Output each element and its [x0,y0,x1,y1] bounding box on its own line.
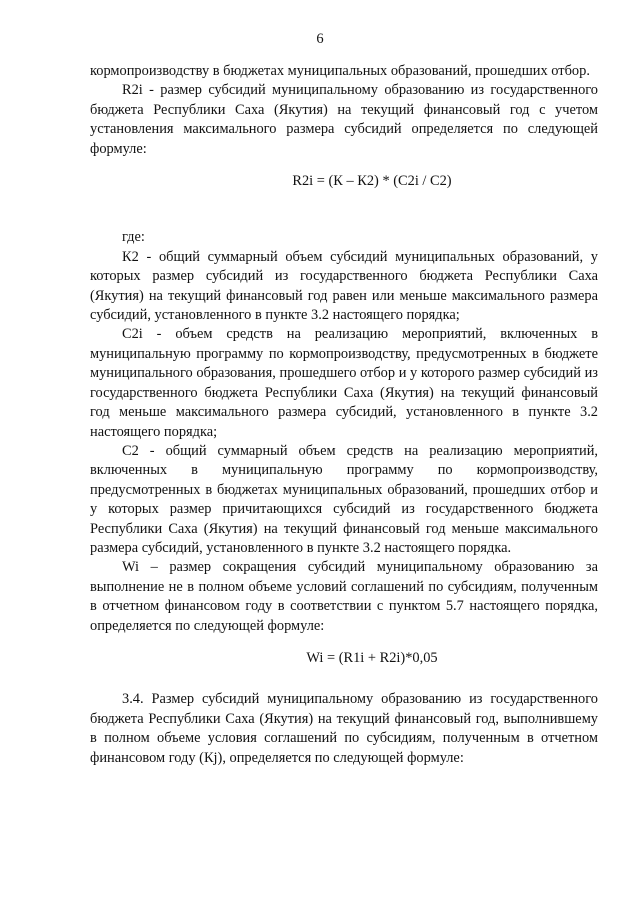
paragraph-r2i-definition: R2i - размер субсидий муниципальному образованию из государственного бюджета Республики Саха (Якутия) на текущий финансовый год с учетом установления максимального размера субсидий определяется по следующей формуле: [90,82,598,157]
paragraph-k2-definition: К2 - общий суммарный объем субсидий муниципальных образований, у которых размер субсидий из государственного бюджета Республики Саха (Якутия) на текущий финансовый год равен или меньше максимального размера субсидий, установленного в пункте 3.2 настоящего порядка; [90,248,598,324]
formula-wi: Wi = (R1i + R2i)*0,05 [306,649,438,666]
paragraph-continuation: кормопроизводству в бюджетах муниципальных образований, прошедших отбор. [90,63,590,79]
paragraph-section-3-4: 3.4. Размер субсидий муниципальному образованию из государственного бюджета Республики Саха (Якутия) на текущий финансовый год, выполнившему в полном объеме условия соглашений по субсидиям, полученным в отчетном финансовом году (Кj), определяется по следующей формуле: [90,691,598,766]
paragraph-c2-definition: С2 - общий суммарный объем средств на реализацию мероприятий, включенных в муниципальную программу по кормопроизводству, предусмотренных в бюджетах муниципальных образований, прошедших отбор и у которых размер причитающихся субсидий из государственного бюджета Республики Саха (Якутия) на текущий финансовый год меньше максимального размера субсидий, установленного в пункте 3.2 настоящего порядка. [90,442,598,556]
document-body [90,62,598,768]
paragraph-c2i-definition: С2i - объем средств на реализацию мероприятий, включенных в муниципальную программу по кормопроизводству, предусмотренных в бюджете муниципального образования, прошедшего отбор и у которого размер субсидий из государственного бюджета Республики Саха (Якутия) на текущий финансовый год меньше максимального размера субсидий, установленного в пункте 3.2 настоящего порядка; [90,326,598,440]
formula-r2i: R2i = (К – К2) * (С2i / С2) [292,173,452,190]
page-number: 6 [316,31,324,47]
where-label: где: [122,229,145,246]
paragraph-wi-definition: Wi – размер сокращения субсидий муниципальному образованию за выполнение не в полном объеме условий соглашений по субсидиям, полученным в отчетном финансовом году в соответствии с пунктом 5.7 настоящего порядка, определяется по следующей формуле: [90,559,598,634]
